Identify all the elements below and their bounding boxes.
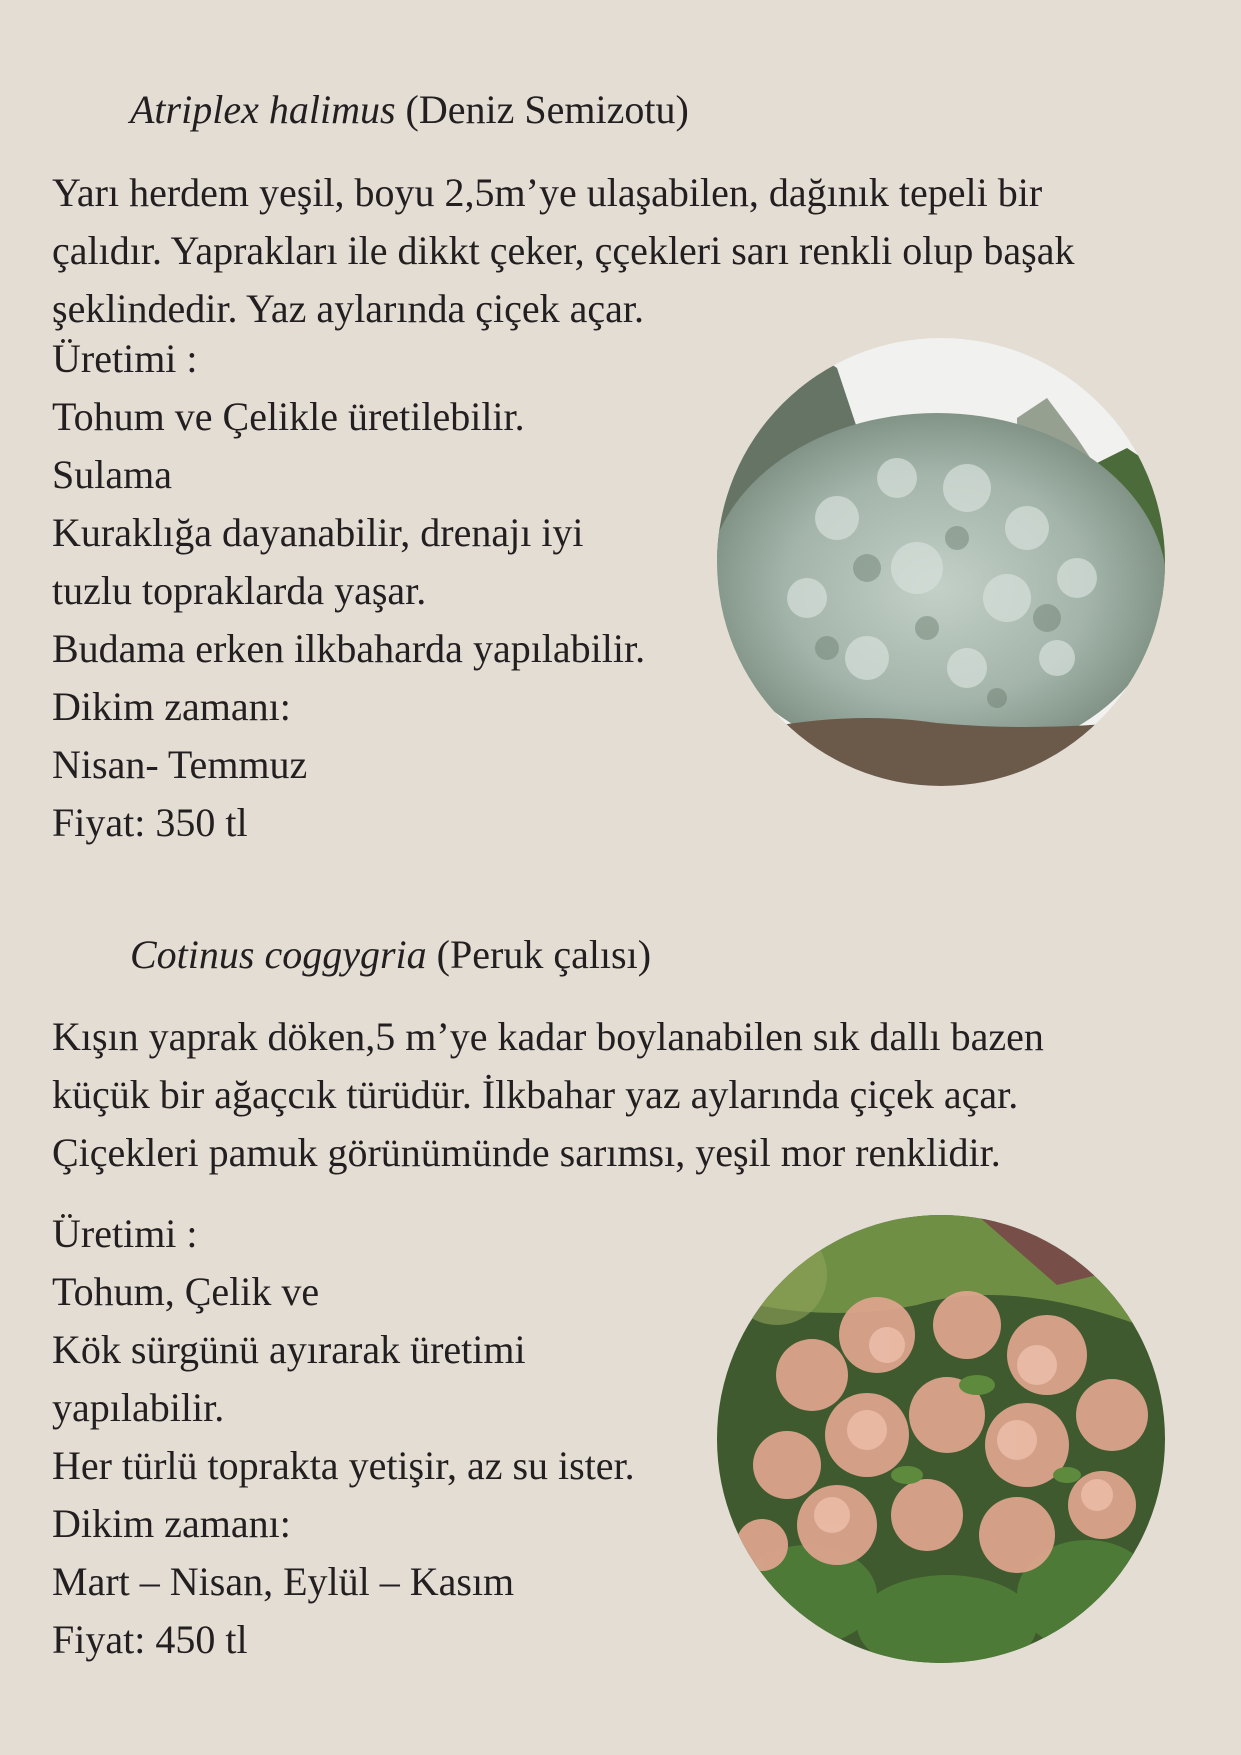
atriplex-shrub-image bbox=[717, 338, 1165, 786]
plant-2-info-line: Üretimi : bbox=[52, 1211, 198, 1256]
plant-2-photo bbox=[717, 1215, 1165, 1663]
plant-2-info-line: Her türlü toprakta yetişir, az su ister. bbox=[52, 1443, 635, 1488]
plant-1-info-line: Sulama bbox=[52, 452, 172, 497]
plant-1-price: Fiyat: 350 tl bbox=[52, 800, 248, 845]
plant-2-title bbox=[130, 931, 651, 979]
plant-2-description bbox=[52, 1008, 1202, 1182]
plant-2-info-line: Kök sürgünü ayırarak üretimi bbox=[52, 1327, 526, 1372]
plant-1-title bbox=[130, 86, 689, 134]
plant-1-description-line: çalıdır. Yaprakları ile dikkt çeker, ççekleri sarı renkli olup başak bbox=[52, 228, 1075, 273]
plant-2-info-line: yapılabilir. bbox=[52, 1385, 225, 1430]
plant-1-info-line: Nisan- Temmuz bbox=[52, 742, 308, 787]
plant-1-info-line: Kuraklığa dayanabilir, drenajı iyi bbox=[52, 510, 584, 555]
cotinus-shrub-image bbox=[717, 1215, 1165, 1663]
plant-1-description-line: şeklindedir. Yaz aylarında çiçek açar. bbox=[52, 286, 644, 331]
plant-2-description-line: Kışın yaprak döken,5 m’ye kadar boylanabilen sık dallı bazen bbox=[52, 1014, 1044, 1059]
plant-2-info-line: Tohum, Çelik ve bbox=[52, 1269, 320, 1314]
plant-1-care-info bbox=[52, 330, 645, 852]
plant-2-price: Fiyat: 450 tl bbox=[52, 1617, 248, 1662]
plant-2-care-info bbox=[52, 1205, 635, 1669]
plant-2-description-line: Çiçekleri pamuk görünümünde sarımsı, yeşil mor renklidir. bbox=[52, 1130, 1001, 1175]
plant-2-info-line: Dikim zamanı: bbox=[52, 1501, 291, 1546]
plant-1-info-line: Budama erken ilkbaharda yapılabilir. bbox=[52, 626, 646, 671]
plant-1-info-line: Dikim zamanı: bbox=[52, 684, 291, 729]
plant-1-info-line: Tohum ve Çelikle üretilebilir. bbox=[52, 394, 525, 439]
plant-1-info-line: tuzlu topraklarda yaşar. bbox=[52, 568, 427, 613]
plant-1-info-line: Üretimi : bbox=[52, 336, 198, 381]
plant-2-description-line: küçük bir ağaçcık türüdür. İlkbahar yaz aylarında çiçek açar. bbox=[52, 1072, 1019, 1117]
plant-2-common-name: (Peruk çalısı) bbox=[436, 932, 652, 977]
plant-1-common-name: (Deniz Semizotu) bbox=[405, 87, 689, 132]
plant-2-info-line: Mart – Nisan, Eylül – Kasım bbox=[52, 1559, 515, 1604]
plant-1-photo bbox=[717, 338, 1165, 786]
plant-1-latin-name: Atriplex halimus bbox=[130, 87, 396, 132]
plant-2-latin-name: Cotinus coggygria bbox=[130, 932, 427, 977]
plant-1-description bbox=[52, 164, 1202, 338]
plant-1-description-line: Yarı herdem yeşil, boyu 2,5m’ye ulaşabilen, dağınık tepeli bir bbox=[52, 170, 1043, 215]
